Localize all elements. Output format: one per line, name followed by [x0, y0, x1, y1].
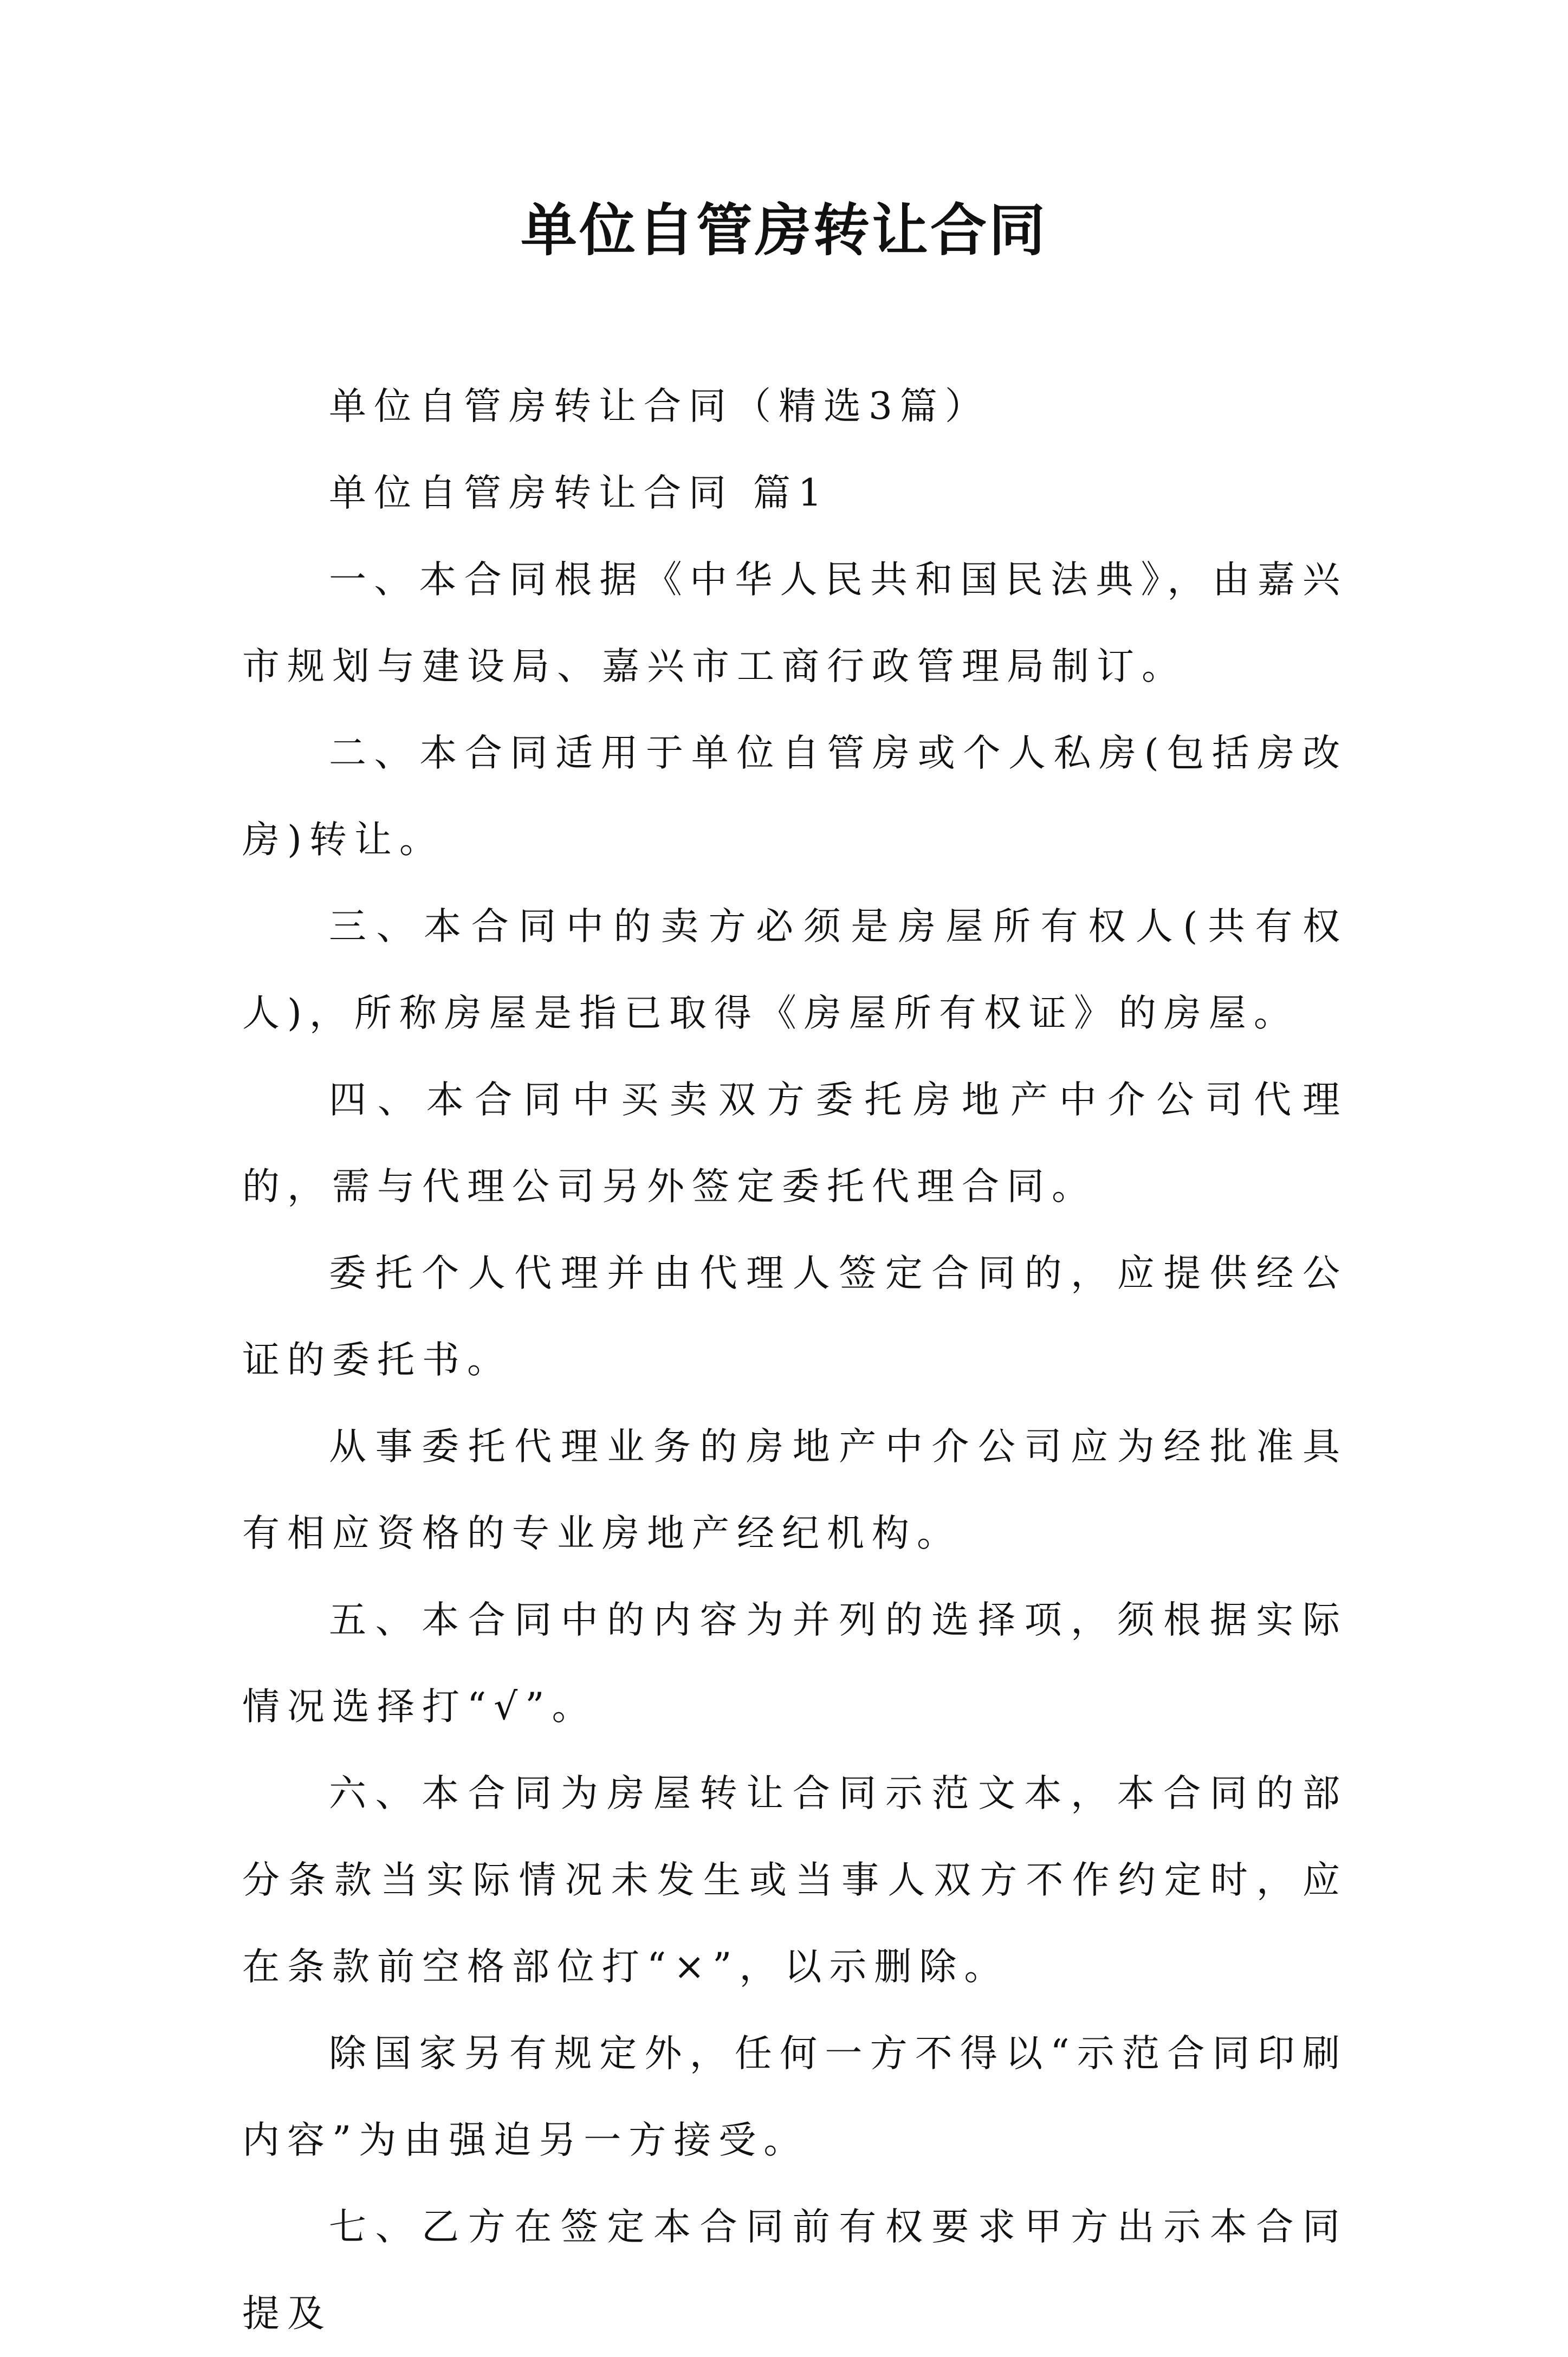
- paragraph-clause-1: 一、本合同根据《中华人民共和国民法典》，由嘉兴市规划与建设局、嘉兴市工商行政管理局制订。: [242, 558, 1347, 688]
- paragraph-clause-6: 六、本合同为房屋转让合同示范文本，本合同的部分条款当实际情况未发生或当事人双方不作约定时，应在条款前空格部位打“×”，以示删除。: [242, 1772, 1347, 1989]
- paragraph-clause-6-note: 除国家另有规定外，任何一方不得以“示范合同印刷内容”为由强迫另一方接受。: [242, 2032, 1347, 2162]
- paragraph-section-heading: 单位自管房转让合同 篇1: [329, 471, 830, 515]
- paragraph-subtitle: 单位自管房转让合同（精选3篇）: [329, 385, 990, 428]
- paragraph-clause-5: 五、本合同中的内容为并列的选择项，须根据实际情况选择打“√”。: [242, 1598, 1347, 1728]
- paragraph-clause-2: 二、本合同适用于单位自管房或个人私房(包括房改房)转让。: [242, 731, 1347, 862]
- paragraph-clause-4-note-a: 委托个人代理并由代理人签定合同的，应提供经公证的委托书。: [242, 1252, 1347, 1382]
- paragraph-clause-3: 三、本合同中的卖方必须是房屋所有权人(共有权人)，所称房屋是指已取得《房屋所有权证》的房屋。: [242, 905, 1347, 1035]
- document-body: [242, 363, 1347, 2357]
- paragraph-clause-7: 七、乙方在签定本合同前有权要求甲方出示本合同提及: [242, 2205, 1347, 2335]
- document-title: 单位自管房转让合同: [520, 197, 1047, 263]
- paragraph-clause-4: 四、本合同中买卖双方委托房地产中介公司代理的，需与代理公司另外签定委托代理合同。: [242, 1078, 1347, 1208]
- paragraph-clause-4-note-b: 从事委托代理业务的房地产中介公司应为经批准具有相应资格的专业房地产经纪机构。: [242, 1425, 1347, 1555]
